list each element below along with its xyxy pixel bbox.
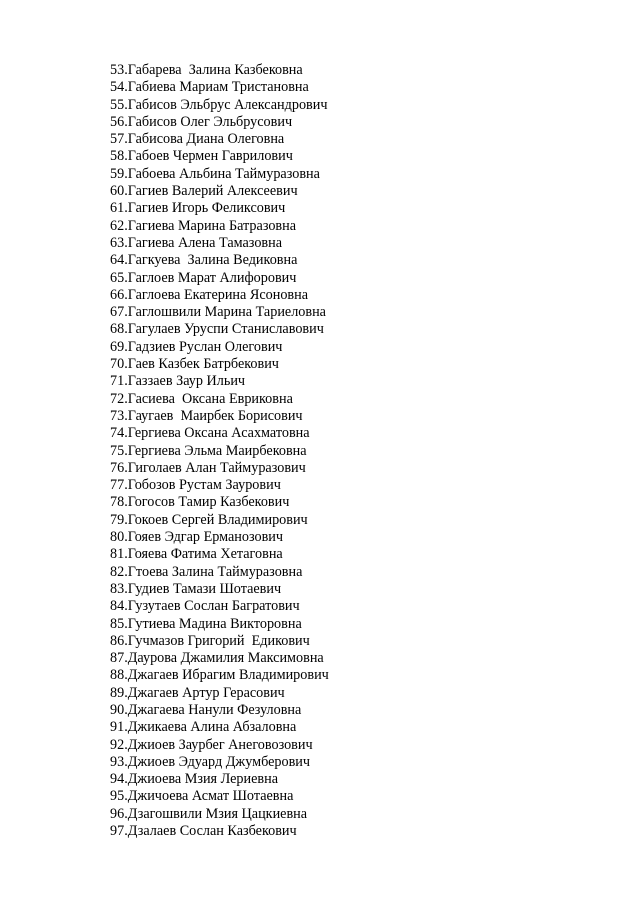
list-item: 63.Гагиева Алена Тамазовна xyxy=(110,234,282,251)
list-item: 58.Габоев Чермен Гаврилович xyxy=(110,148,293,165)
list-item: 72.Гасиева Оксана Евриковна xyxy=(110,390,293,407)
list-item: 77.Гобозов Рустам Заурович xyxy=(110,477,281,494)
list-item: 78.Гогосов Тамир Казбекович xyxy=(110,494,290,511)
list-item: 70.Гаев Казбек Батрбекович xyxy=(110,356,279,373)
list-item: 87.Даурова Джамилия Максимовна xyxy=(110,650,324,667)
list-item: 89.Джагаев Артур Герасович xyxy=(110,684,285,701)
name-list xyxy=(110,62,329,840)
list-item: 60.Гагиев Валерий Алексеевич xyxy=(110,183,298,200)
list-item: 75.Гергиева Эльма Маирбековна xyxy=(110,442,307,459)
list-item: 57.Габисова Диана Олеговна xyxy=(110,131,285,148)
list-item: 56.Габисов Олег Эльбрусович xyxy=(110,113,293,130)
list-item: 67.Гаглошвили Марина Тариеловна xyxy=(110,304,326,321)
list-item: 53.Габарева Залина Казбековна xyxy=(110,62,303,78)
list-item: 76.Гиголаев Алан Таймуразович xyxy=(110,459,306,476)
list-item: 93.Джиоев Эдуард Джумберович xyxy=(110,753,311,770)
list-item: 95.Джичоева Асмат Шотаевна xyxy=(110,788,294,805)
list-item: 81.Гояева Фатима Хетаговна xyxy=(110,546,283,563)
list-item: 84.Гузутаев Сослан Багратович xyxy=(110,598,300,615)
list-item: 68.Гагулаев Уруспи Станиславович xyxy=(110,321,324,338)
list-item: 92.Джиоев Заурбег Анеговозович xyxy=(110,736,313,753)
list-item: 66.Гаглоева Екатерина Ясоновна xyxy=(110,286,309,303)
list-item: 59.Габоева Альбина Таймуразовна xyxy=(110,165,320,182)
list-item: 55.Габисов Эльбрус Александрович xyxy=(110,96,328,113)
list-item: 65.Гаглоев Марат Алифорович xyxy=(110,269,297,286)
list-item: 62.Гагиева Марина Батразовна xyxy=(110,217,297,234)
list-item: 97.Дзалаев Сослан Казбекович xyxy=(110,823,297,840)
list-item: 71.Газзаев Заур Ильич xyxy=(110,373,246,390)
list-item: 54.Габиева Мариам Тристановна xyxy=(110,79,309,96)
list-item: 86.Гучмазов Григорий Едикович xyxy=(110,632,310,649)
list-item: 64.Гагкуева Залина Ведиковна xyxy=(110,252,298,269)
list-item: 94.Джиоева Мзия Лериевна xyxy=(110,771,279,788)
list-item: 80.Гояев Эдгар Ерманозович xyxy=(110,529,284,546)
list-item: 74.Гергиева Оксана Асахматовна xyxy=(110,425,310,442)
list-item: 90.Джагаева Нанули Фезуловна xyxy=(110,701,302,718)
list-item: 91.Джикаева Алина Абзаловна xyxy=(110,719,297,736)
list-item: 73.Гаугаев Маирбек Борисович xyxy=(110,407,303,424)
list-item: 83.Гудиев Тамази Шотаевич xyxy=(110,580,282,597)
list-item: 79.Гокоев Сергей Владимирович xyxy=(110,511,308,528)
list-item: 61.Гагиев Игорь Феликсович xyxy=(110,200,286,217)
list-item: 69.Гадзиев Руслан Олегович xyxy=(110,338,283,355)
list-item: 85.Гутиева Мадина Викторовна xyxy=(110,615,302,632)
list-item: 88.Джагаев Ибрагим Владимирович xyxy=(110,667,329,684)
list-item: 96.Дзагошвили Мзия Цацкиевна xyxy=(110,805,308,822)
list-item: 82.Гтоева Залина Таймуразовна xyxy=(110,563,303,580)
